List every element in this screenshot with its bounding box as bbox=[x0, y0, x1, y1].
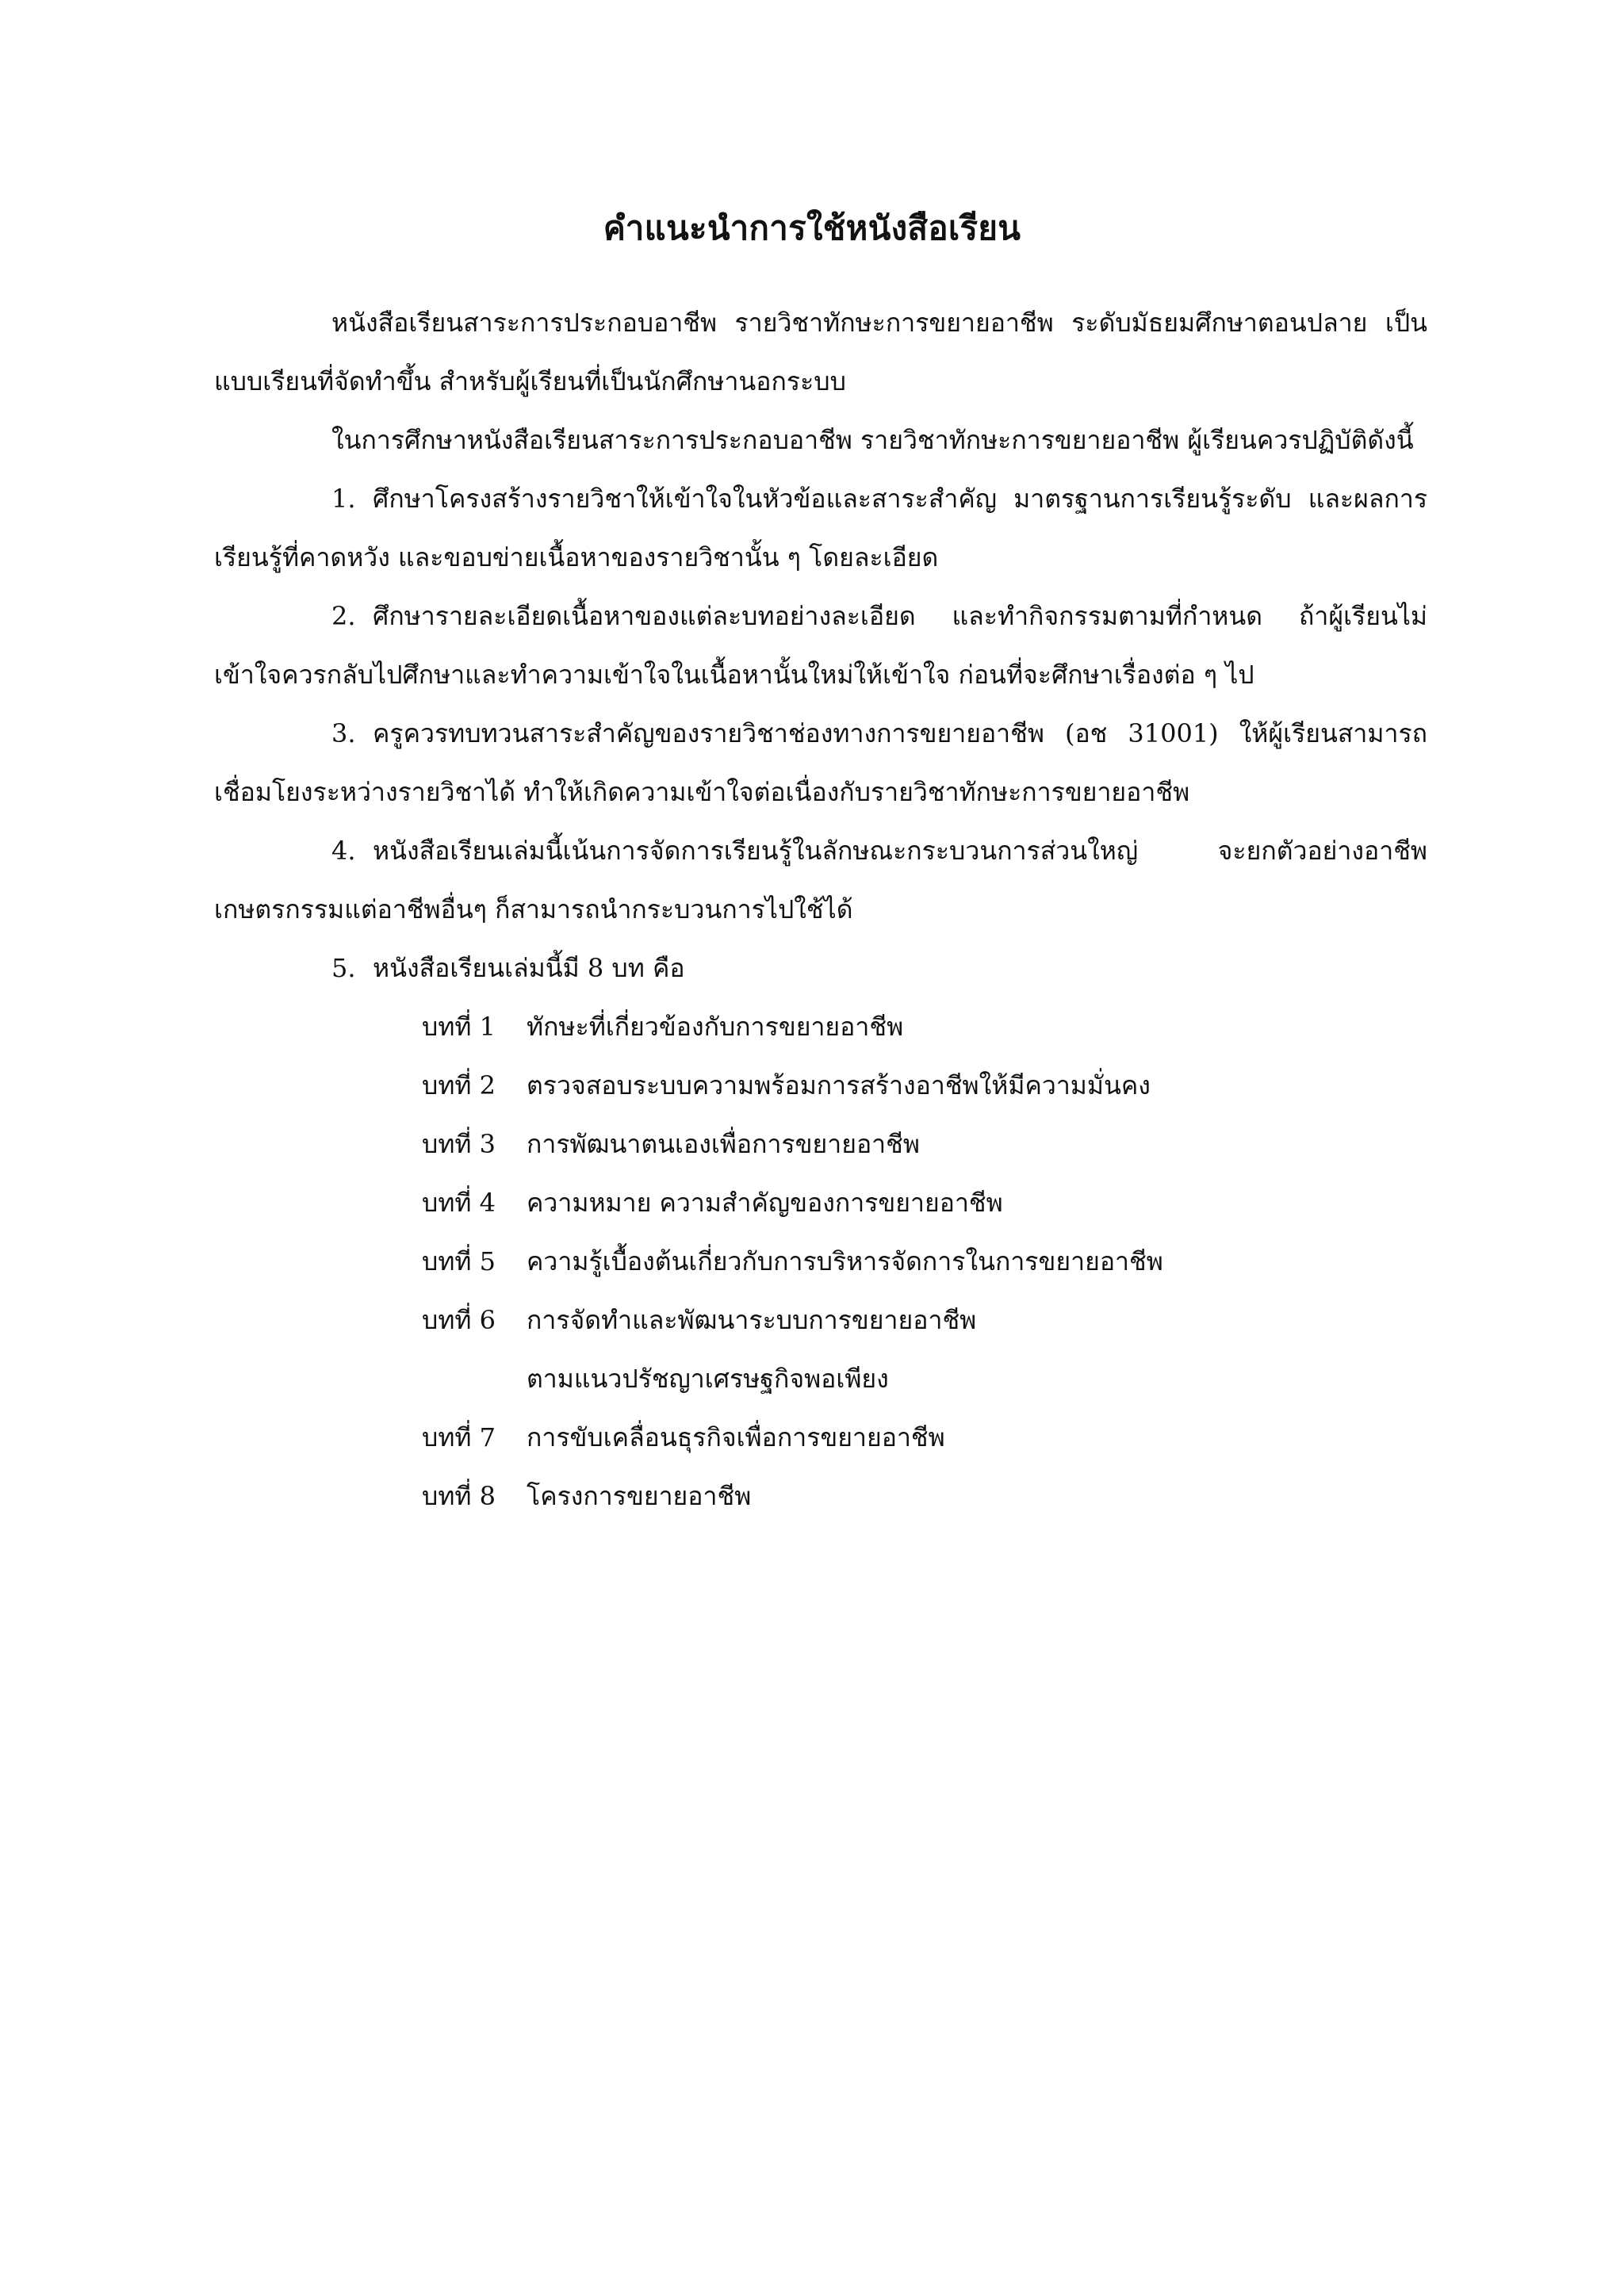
chapter-prefix: บทที่ 7 bbox=[422, 1422, 496, 1452]
instruction-item-3 bbox=[214, 704, 1427, 821]
chapter-title: ทักษะที่เกี่ยวข้องกับการขยายอาชีพ bbox=[527, 1012, 904, 1042]
chapter-item-6 bbox=[422, 1291, 1427, 1349]
instruction-item-1 bbox=[214, 469, 1427, 587]
chapter-prefix: บทที่ 5 bbox=[422, 1246, 496, 1276]
instruction-item-2 bbox=[214, 587, 1427, 704]
item-number: 2. bbox=[331, 601, 356, 631]
chapter-prefix: บทที่ 8 bbox=[422, 1481, 496, 1511]
chapter-prefix: บทที่ 3 bbox=[422, 1129, 496, 1159]
item-text: หนังสือเรียนเล่มนี้เน้นการจัดการเรียนรู้ในลักษณะกระบวนการส่วนใหญ่ จะยกตัวอย่างอาชีพเกษตรกรรมแต่อาชีพอื่นๆ ก็สามารถนำกระบวนการไปใช้ได้ bbox=[214, 836, 1427, 924]
chapter-item-1 bbox=[422, 997, 1427, 1056]
instruction-item-4 bbox=[214, 821, 1427, 939]
chapter-title: การพัฒนาตนเองเพื่อการขยายอาชีพ bbox=[527, 1129, 920, 1159]
item-text: หนังสือเรียนเล่มนี้มี 8 บท คือ bbox=[373, 953, 685, 983]
chapter-title: โครงการขยายอาชีพ bbox=[527, 1481, 752, 1511]
page-title: คำแนะนำการใช้หนังสือเรียน bbox=[603, 209, 1021, 247]
chapter-prefix: บทที่ 2 bbox=[422, 1070, 496, 1100]
chapter-title: ตรวจสอบระบบความพร้อมการสร้างอาชีพให้มีความมั่นคง bbox=[527, 1070, 1151, 1100]
chapter-prefix: บทที่ 1 bbox=[422, 1012, 496, 1042]
chapter-title: ความหมาย ความสำคัญของการขยายอาชีพ bbox=[527, 1188, 1003, 1218]
item-text: ครูควรทบทวนสาระสำคัญของรายวิชาช่องทางการขยายอาชีพ (อช 31001) ให้ผู้เรียนสามารถเชื่อมโยงระหว่างรายวิชาได้ ทำให้เกิดความเข้าใจต่อเนื่องกับรายวิชาทักษะการขยายอาชีพ bbox=[214, 718, 1427, 807]
document-body bbox=[214, 293, 1427, 1525]
item-number: 1. bbox=[331, 484, 356, 514]
chapter-item-8 bbox=[422, 1467, 1427, 1525]
chapter-prefix: บทที่ 6 bbox=[422, 1305, 496, 1335]
chapter-item-4 bbox=[422, 1173, 1427, 1232]
chapter-item-2 bbox=[422, 1056, 1427, 1115]
chapter-title: การจัดทำและพัฒนาระบบการขยายอาชีพ bbox=[527, 1305, 977, 1335]
item-number: 4. bbox=[331, 836, 356, 866]
intro-paragraph-1: หนังสือเรียนสาระการประกอบอาชีพ รายวิชาทักษะการขยายอาชีพ ระดับมัธยมศึกษาตอนปลาย เป็นแบบเรียนที่จัดทำขึ้น สำหรับผู้เรียนที่เป็นนักศึกษานอกระบบ bbox=[214, 308, 1427, 396]
chapter-item-6-continuation: ตามแนวปรัชญาเศรษฐกิจพอเพียง bbox=[527, 1364, 889, 1394]
instruction-item-5 bbox=[214, 939, 1427, 997]
chapter-item-5 bbox=[422, 1232, 1427, 1291]
chapter-list bbox=[214, 997, 1427, 1525]
chapter-title: การขับเคลื่อนธุรกิจเพื่อการขยายอาชีพ bbox=[527, 1422, 945, 1452]
chapter-item-3 bbox=[422, 1115, 1427, 1173]
item-number: 5. bbox=[331, 953, 356, 983]
intro-paragraph-2: ในการศึกษาหนังสือเรียนสาระการประกอบอาชีพ รายวิชาทักษะการขยายอาชีพ ผู้เรียนควรปฏิบัติดังนี้ bbox=[331, 425, 1414, 455]
item-text: ศึกษาโครงสร้างรายวิชาให้เข้าใจในหัวข้อและสาระสำคัญ มาตรฐานการเรียนรู้ระดับ และผลการเรียนรู้ที่คาดหวัง และขอบข่ายเนื้อหาของรายวิชานั้น ๆ โดยละเอียด bbox=[214, 484, 1427, 572]
item-number: 3. bbox=[331, 718, 356, 748]
chapter-title: ความรู้เบื้องต้นเกี่ยวกับการบริหารจัดการในการขยายอาชีพ bbox=[527, 1246, 1163, 1276]
item-text: ศึกษารายละเอียดเนื้อหาของแต่ละบทอย่างละเอียด และทำกิจกรรมตามที่กำหนด ถ้าผู้เรียนไม่เข้าใจควรกลับไปศึกษาและทำความเข้าใจในเนื้อหานั้นใหม่ให้เข้าใจ ก่อนที่จะศึกษาเรื่องต่อ ๆ ไป bbox=[214, 601, 1427, 690]
chapter-item-7 bbox=[422, 1408, 1427, 1467]
chapter-prefix: บทที่ 4 bbox=[422, 1188, 496, 1218]
